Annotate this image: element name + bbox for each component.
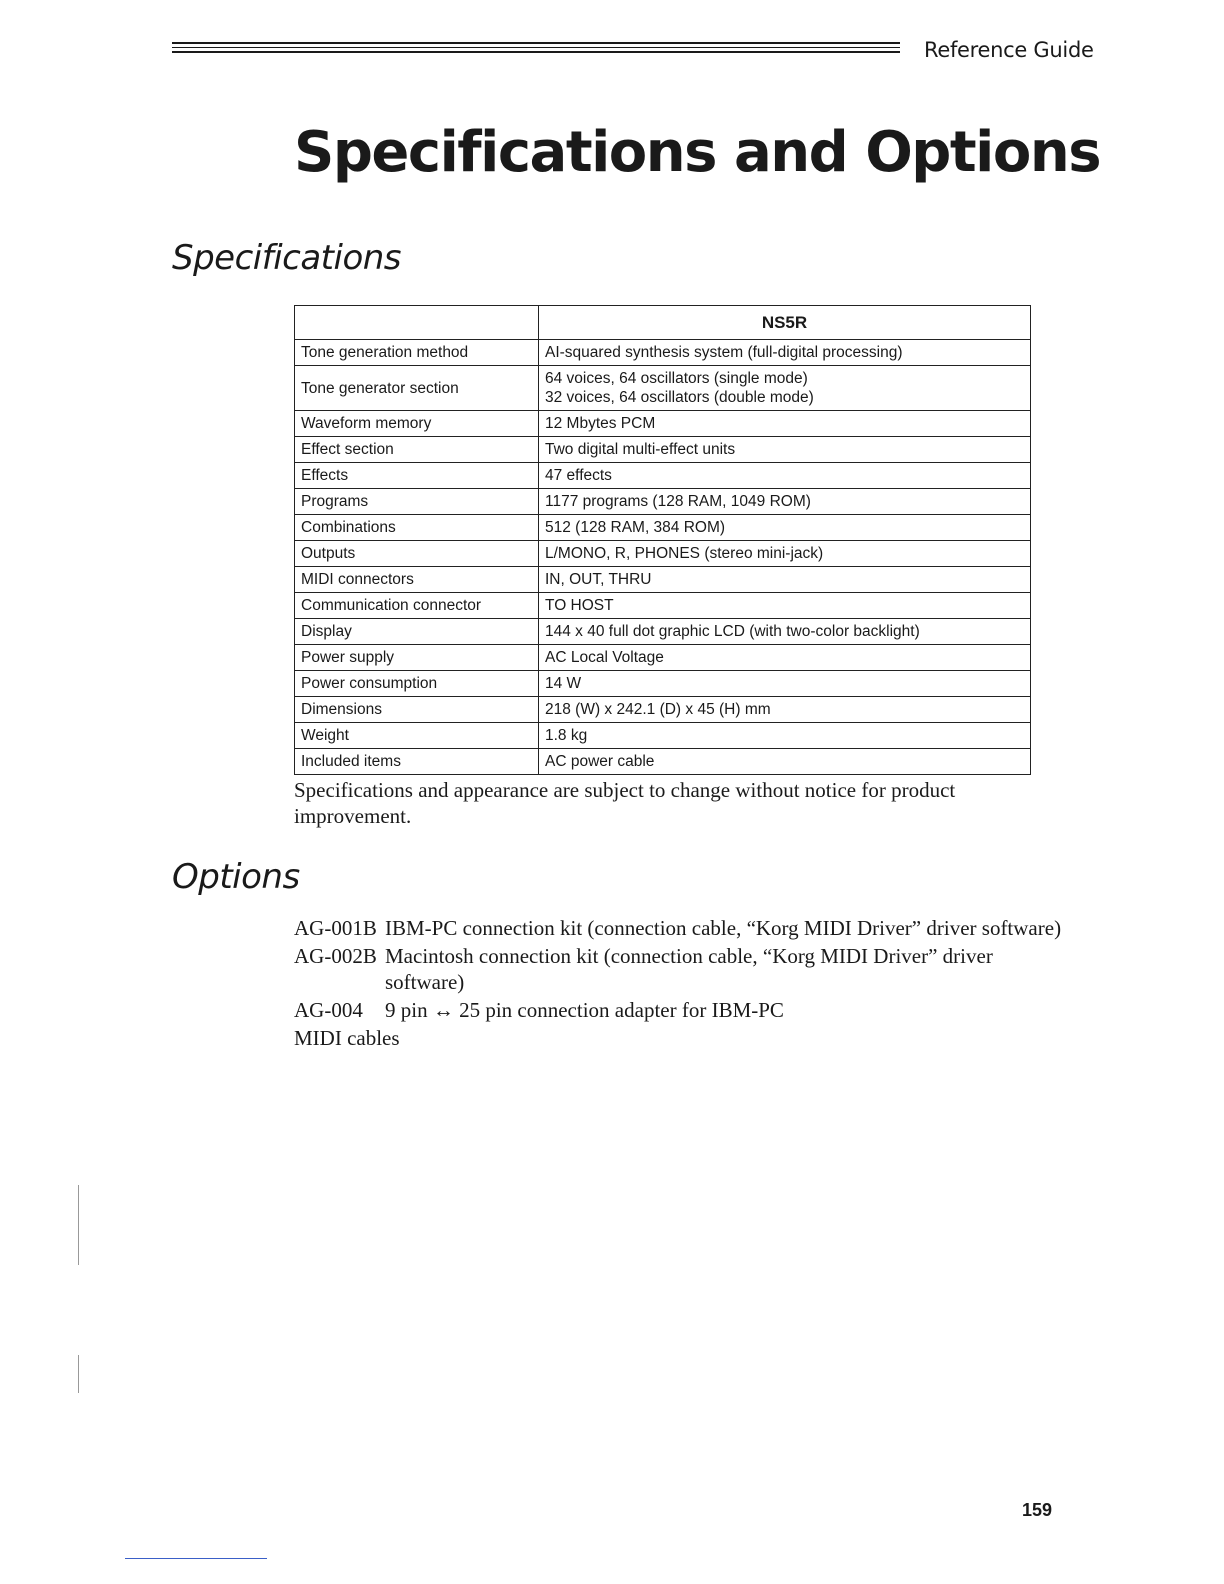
table-row (295, 541, 1031, 567)
spec-value-line: 14 W (545, 675, 582, 692)
footer-rule (125, 1558, 267, 1559)
spec-value-line: 144 x 40 full dot graphic LCD (with two-color backlight) (545, 623, 920, 640)
spec-value-line: AI-squared synthesis system (full-digital processing) (545, 344, 903, 361)
table-header-model: NS5R (539, 306, 1031, 340)
table-header-row (295, 306, 1031, 340)
table-row (295, 489, 1031, 515)
table-row (295, 411, 1031, 437)
table-row (295, 645, 1031, 671)
spec-label: Tone generation method (295, 340, 539, 366)
margin-mark (78, 1355, 79, 1393)
option-description: IBM-PC connection kit (connection cable, “Korg MIDI Driver” driver software) (385, 916, 1062, 940)
header-label: Reference Guide (924, 38, 1094, 62)
spec-label: Included items (295, 749, 539, 775)
option-description: Macintosh connection kit (connection cable, “Korg MIDI Driver” driver software) (385, 944, 993, 994)
margin-mark (78, 1185, 79, 1265)
options-list (294, 915, 1074, 1053)
spec-value-line: 32 voices, 64 oscillators (double mode) (545, 389, 814, 406)
spec-label: Power consumption (295, 671, 539, 697)
spec-value-line: TO HOST (545, 597, 614, 614)
spec-value (539, 515, 1031, 541)
table-row (295, 567, 1031, 593)
list-item (294, 1025, 1074, 1051)
spec-value (539, 489, 1031, 515)
spec-label: Outputs (295, 541, 539, 567)
page-title: Specifications and Options (294, 120, 1101, 185)
table-row (295, 671, 1031, 697)
spec-value (539, 645, 1031, 671)
list-item (294, 997, 1074, 1023)
option-description: MIDI cables (294, 1026, 400, 1050)
specifications-heading: Specifications (172, 238, 402, 278)
spec-value-line: 1177 programs (128 RAM, 1049 ROM) (545, 493, 811, 510)
option-code: AG-002B (294, 944, 377, 968)
list-item (294, 943, 1074, 995)
option-description: 9 pin ↔ 25 pin connection adapter for IBM-PC (385, 998, 784, 1022)
spec-label: Combinations (295, 515, 539, 541)
spec-value-line: 218 (W) x 242.1 (D) x 45 (H) mm (545, 701, 771, 718)
spec-label: Programs (295, 489, 539, 515)
spec-value-line: 64 voices, 64 oscillators (single mode) (545, 370, 808, 387)
spec-label: Dimensions (295, 697, 539, 723)
spec-value (539, 437, 1031, 463)
spec-label: Waveform memory (295, 411, 539, 437)
spec-value (539, 749, 1031, 775)
table-row (295, 463, 1031, 489)
spec-value-line: IN, OUT, THRU (545, 571, 652, 588)
spec-label: Power supply (295, 645, 539, 671)
spec-label: Effects (295, 463, 539, 489)
spec-value (539, 541, 1031, 567)
page-number: 159 (1022, 1500, 1053, 1520)
list-item (294, 915, 1074, 941)
table-row (295, 749, 1031, 775)
spec-label: Communication connector (295, 593, 539, 619)
options-heading: Options (172, 857, 300, 897)
spec-label: MIDI connectors (295, 567, 539, 593)
spec-label: Weight (295, 723, 539, 749)
spec-value (539, 671, 1031, 697)
spec-value-line: 47 effects (545, 467, 612, 484)
spec-value-line: 12 Mbytes PCM (545, 415, 656, 432)
table-row (295, 515, 1031, 541)
table-row (295, 697, 1031, 723)
table-row (295, 593, 1031, 619)
spec-value (539, 340, 1031, 366)
table-body (295, 340, 1031, 775)
spec-label: Tone generator section (295, 366, 539, 411)
spec-value (539, 366, 1031, 411)
spec-label: Display (295, 619, 539, 645)
spec-label: Effect section (295, 437, 539, 463)
spec-value (539, 411, 1031, 437)
table-row (295, 619, 1031, 645)
spec-value (539, 723, 1031, 749)
spec-value-line: Two digital multi-effect units (545, 441, 736, 458)
option-code: AG-004 (294, 998, 363, 1022)
spec-value-line: 1.8 kg (545, 727, 588, 744)
header-rule (172, 42, 900, 56)
specifications-note: Specifications and appearance are subject to change without notice for product improvement. (294, 778, 956, 828)
specifications-table (294, 305, 1031, 775)
table-row (295, 366, 1031, 411)
spec-value (539, 697, 1031, 723)
spec-value-line: AC power cable (545, 753, 655, 770)
option-code: AG-001B (294, 916, 377, 940)
spec-value (539, 463, 1031, 489)
spec-value-line: 512 (128 RAM, 384 ROM) (545, 519, 726, 536)
table-row (295, 723, 1031, 749)
table-row (295, 437, 1031, 463)
spec-value-line: L/MONO, R, PHONES (stereo mini-jack) (545, 545, 824, 562)
spec-value (539, 593, 1031, 619)
spec-value-line: AC Local Voltage (545, 649, 664, 666)
spec-value (539, 619, 1031, 645)
table-header-empty (295, 306, 539, 340)
spec-value (539, 567, 1031, 593)
table-row (295, 340, 1031, 366)
